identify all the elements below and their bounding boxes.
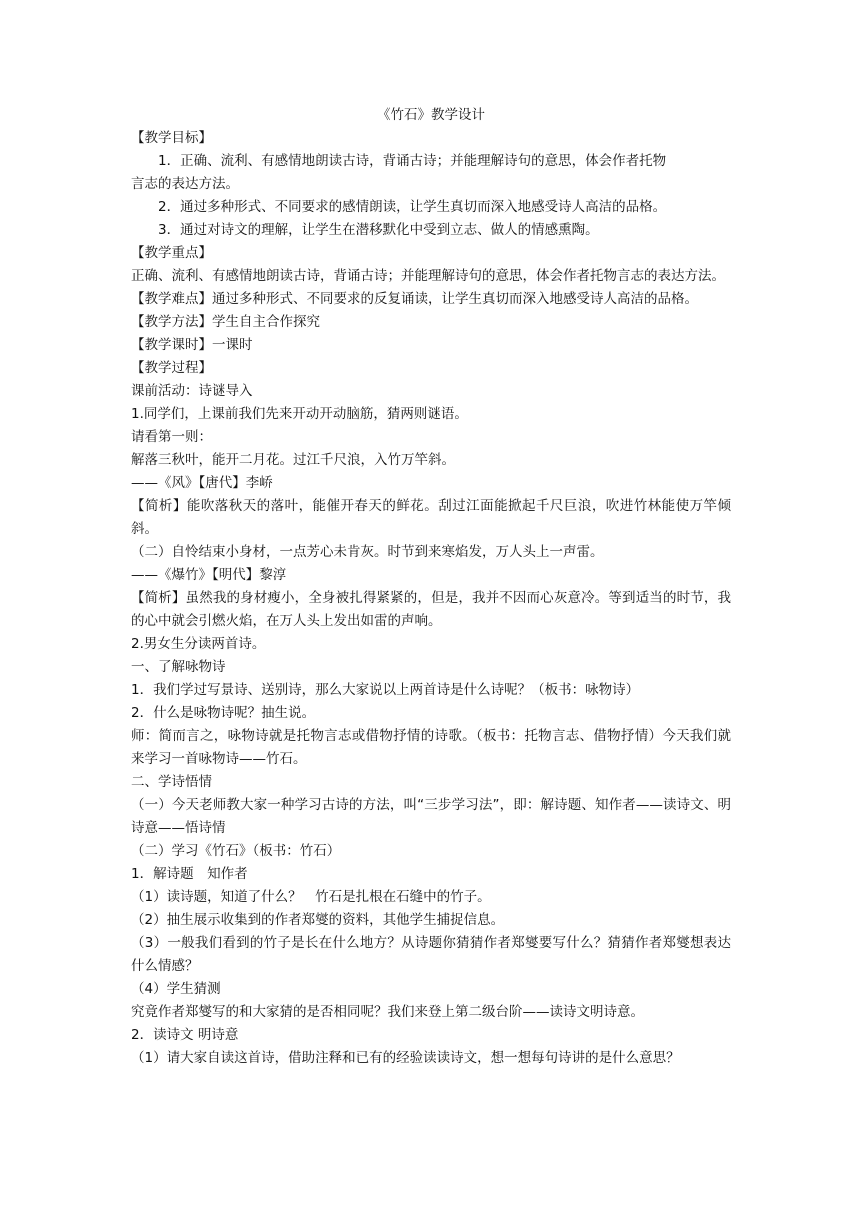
document-paragraph: 2．通过多种形式、不同要求的感情朗读，让学生真切而深入地感受诗人高洁的品格。 [158, 199, 667, 215]
document-paragraph: （二）自怜结束小身材，一点芳心未肯灰。时节到来寒焰发，万人头上一声雷。 [131, 544, 604, 560]
document-paragraph: 【教学难点】通过多种形式、不同要求的反复诵读，让学生真切而深入地感受诗人高洁的品格。 [131, 291, 698, 307]
document-paragraph: 一、了解咏物诗 [131, 659, 226, 675]
document-paragraph: 正确、流利、有感情地朗读古诗，背诵古诗；并能理解诗句的意思，体会作者托物言志的表达方法。 [131, 268, 725, 284]
document-paragraph: 二、学诗悟情 [131, 774, 212, 790]
document-body [131, 104, 731, 1070]
document-title: 《竹石》教学设计 [377, 107, 485, 123]
document-paragraph: 2.男女生分读两首诗。 [131, 636, 266, 652]
document-paragraph: 1.同学们，上课前我们先来开动开动脑筋，猜两则谜语。 [131, 406, 468, 422]
document-paragraph: 【教学课时】一课时 [131, 337, 253, 353]
document-paragraph: 3．通过对诗文的理解，让学生在潜移默化中受到立志、做人的情感熏陶。 [158, 222, 599, 238]
document-paragraph: 1．解诗题 知作者 [131, 866, 248, 882]
document-paragraph: 2．读诗文 明诗意 [131, 1027, 239, 1043]
document-paragraph: （二）学习《竹石》（板书：竹石） [131, 843, 341, 859]
document-paragraph: ——《爆竹》【明代】黎淳 [131, 567, 287, 583]
document-paragraph: 究竟作者郑燮写的和大家猜的是否相同呢？我们来登上第二级台阶——读诗文明诗意。 [131, 1004, 644, 1020]
document-paragraph: 解落三秋叶，能开二月花。过江千尺浪，入竹万竿斜。 [131, 452, 455, 468]
document-paragraph: 【教学重点】 [131, 245, 212, 261]
document-paragraph: （2）抽生展示收集到的作者郑燮的资料，其他学生捕捉信息。 [131, 912, 505, 928]
paragraph-list [131, 127, 731, 1070]
document-paragraph: 【简析】能吹落秋天的落叶，能催开春天的鲜花。刮过江面能掀起千尺巨浪，吹进竹林能使万竿倾斜。 [131, 498, 731, 537]
document-paragraph: （1）请大家自读这首诗，借助注释和已有的经验读读诗文，想一想每句诗讲的是什么意思？ [131, 1050, 680, 1066]
document-paragraph: 2．什么是咏物诗呢？抽生说。 [131, 705, 316, 721]
document-paragraph: （3）一般我们看到的竹子是长在什么地方？从诗题你猜猜作者郑燮要写什么？猜猜作者郑燮想表达什么情感？ [131, 935, 731, 974]
document-paragraph: 师：简而言之，咏物诗就是托物言志或借物抒情的诗歌。（板书：托物言志、借物抒情）今天我们就来学习一首咏物诗——竹石。 [131, 728, 731, 767]
document-paragraph: 【简析】虽然我的身材瘦小，全身被扎得紧紧的，但是，我并不因而心灰意冷。等到适当的时节，我的心中就会引燃火焰，在万人头上发出如雷的声响。 [131, 590, 731, 629]
document-paragraph: （一）今天老师教大家一种学习古诗的方法，叫“三步学习法”，即：解诗题、知作者——读诗文、明诗意——悟诗情 [131, 797, 731, 836]
document-paragraph: 言志的表达方法。 [131, 176, 239, 192]
document-paragraph: 1．正确、流利、有感情地朗读古诗，背诵古诗；并能理解诗句的意思，体会作者托物 [158, 153, 667, 169]
document-paragraph: 请看第一则： [131, 429, 212, 445]
document-paragraph: 1．我们学过写景诗、送别诗，那么大家说以上两首诗是什么诗呢？（板书：咏物诗） [131, 682, 640, 698]
document-paragraph: 【教学过程】 [131, 360, 212, 376]
document-paragraph: ——《风》【唐代】李峤 [131, 475, 273, 491]
document-paragraph: 【教学目标】 [131, 130, 212, 146]
document-paragraph: （4）学生猜测 [131, 981, 221, 997]
document-paragraph: 【教学方法】学生自主合作探究 [131, 314, 320, 330]
document-paragraph: （1）读诗题，知道了什么？ 竹石是扎根在石缝中的竹子。 [131, 889, 491, 905]
document-paragraph: 课前活动：诗谜导入 [131, 383, 253, 399]
